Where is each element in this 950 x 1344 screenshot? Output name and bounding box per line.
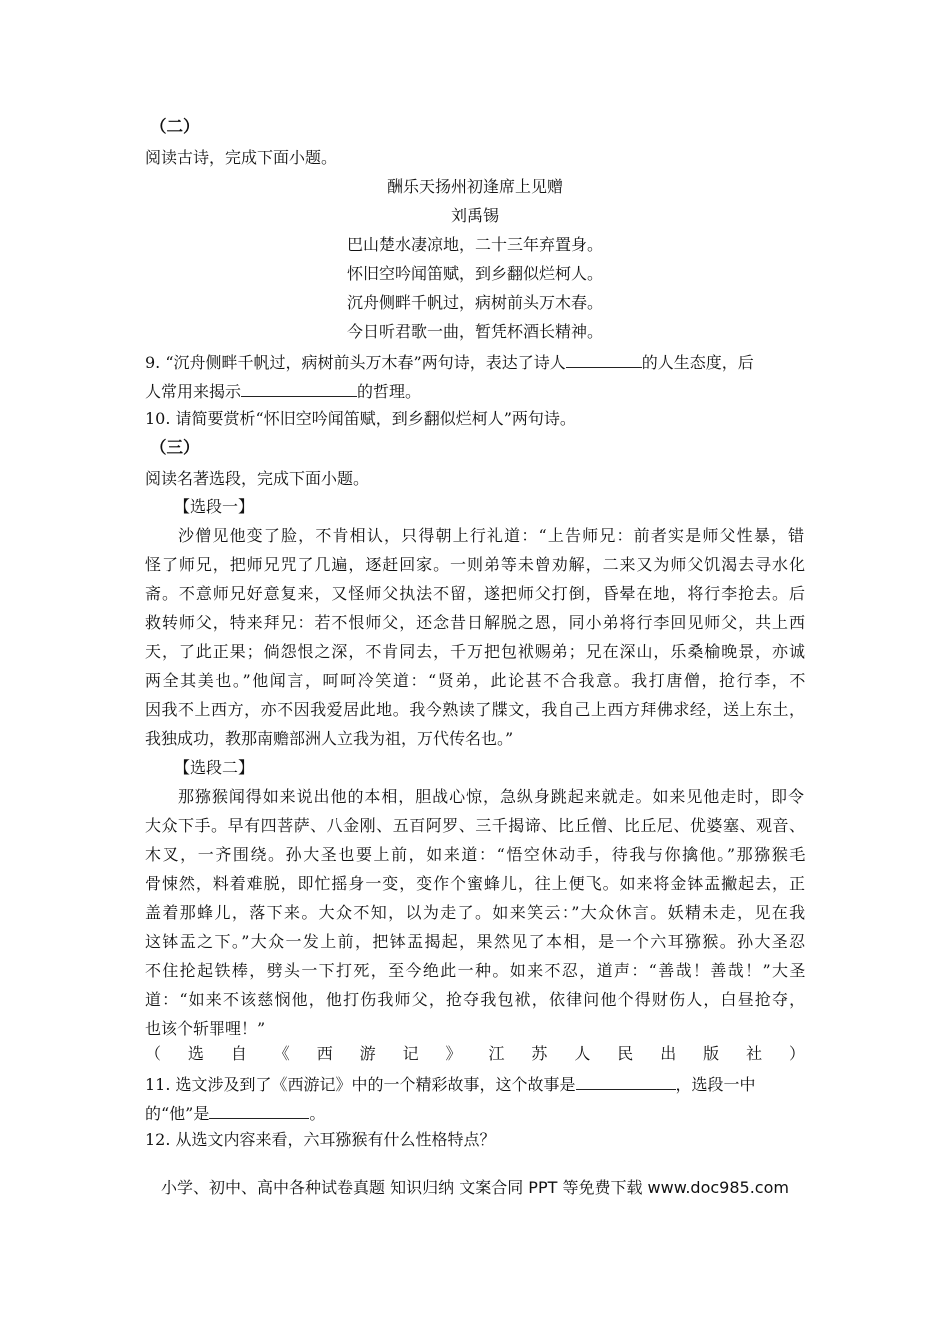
excerpt-1-line: 沙僧见他变了脸，不肯相认，只得朝上行礼道：“上告师兄：前者实是师父性暴，错 bbox=[178, 526, 806, 545]
excerpt-1-line: 我独成功，教那南赡部洲人立我为祖，万代传名也。” bbox=[145, 729, 514, 748]
question-9-text: 的哲理。 bbox=[357, 382, 422, 401]
question-9 bbox=[145, 351, 754, 373]
question-11-text: 的“他”是 bbox=[145, 1104, 210, 1123]
excerpt-2-label: 【选段二】 bbox=[174, 758, 255, 777]
section-instruction-2: 阅读古诗，完成下面小题。 bbox=[145, 148, 338, 167]
answer-blank-9b[interactable] bbox=[241, 380, 357, 397]
excerpt-2-line: 盖着那蜂儿，落下来。大众不知，以为走了。如来笑云：”大众休言。妖精未走，见在我 bbox=[145, 903, 807, 922]
question-11-cont bbox=[145, 1102, 325, 1124]
excerpt-1-line: 因我不上西方，亦不因我爱居此地。我今熟读了牒文，我自己上西方拜佛求经，送上东土， bbox=[145, 700, 806, 719]
poem-title: 酬乐天扬州初逢席上见赠 bbox=[386, 177, 563, 196]
excerpt-2-line: 不住抡起铁棒，劈头一下打死，至今绝此一种。如来不忍，道声：“善哉！善哉！”大圣 bbox=[145, 961, 807, 980]
poem-line: 巴山楚水凄凉地，二十三年弃置身。 bbox=[346, 235, 603, 254]
excerpt-2-line: 道：“如来不该慈悯他，他打伤我师父，抢夺我包袱，依律问他个得财伤人，白昼抢夺， bbox=[145, 990, 807, 1009]
answer-blank-11b[interactable] bbox=[209, 1102, 309, 1119]
section-heading-3: （三） bbox=[150, 438, 200, 457]
excerpt-2-line: 也该个斩罪哩！” bbox=[145, 1019, 266, 1038]
question-10: 10. 请简要赏析“怀旧空吟闻笛赋，到乡翻似烂柯人”两句诗。 bbox=[145, 409, 576, 428]
question-9-cont bbox=[145, 380, 421, 402]
poem-author: 刘禹锡 bbox=[450, 206, 499, 225]
answer-blank-11a[interactable] bbox=[576, 1073, 676, 1090]
question-12: 12. 从选文内容来看，六耳猕猴有什么性格特点？ bbox=[145, 1130, 496, 1149]
excerpt-1-line: 斋。不意师兄好意复来，又怪师父执法不留，遂把师父打倒，昏晕在地，将行李抢去。后 bbox=[145, 584, 806, 603]
section-heading-2: （二） bbox=[150, 117, 200, 136]
question-11-text: ，选段一中 bbox=[675, 1075, 756, 1094]
source-citation: （选自《西游记》江苏人民出版社） bbox=[145, 1044, 832, 1063]
excerpt-2-line: 这钵盂之下。”大众一发上前，把钵盂揭起，果然见了本相，是一个六耳猕猴。孙大圣忍 bbox=[145, 932, 807, 951]
excerpt-2-line: 那猕猴闻得如来说出他的本相，胆战心惊，急纵身跳起来就走。如来见他走时，即令 bbox=[178, 787, 805, 806]
poem-line: 怀旧空吟闻笛赋，到乡翻似烂柯人。 bbox=[346, 264, 603, 283]
excerpt-2-line: 骨悚然，料着难脱，即忙摇身一变，变作个蜜蜂儿，往上便飞。如来将金钵盂撇起去，正 bbox=[145, 874, 806, 893]
excerpt-1-label: 【选段一】 bbox=[174, 497, 255, 516]
poem-line: 沉舟侧畔千帆过，病树前头万木春。 bbox=[346, 293, 603, 312]
question-9-text: 9. “沉舟侧畔千帆过，病树前头万木春”两句诗，表达了诗人 bbox=[145, 353, 566, 372]
excerpt-1-line: 怪了师兄，把师兄咒了几遍，逐赶回家。一则弟等未曾劝解，二来又为师父饥渴去寻水化 bbox=[145, 555, 806, 574]
answer-blank-9a[interactable] bbox=[566, 351, 642, 368]
excerpt-1-line: 救转师父，特来拜兄：若不恨师父，还念昔日解脱之恩，同小弟将行李回见师父，共上西 bbox=[145, 613, 806, 632]
excerpt-1-line: 两全其美也。”他闻言，呵呵冷笑道：“贤弟，此论甚不合我意。我打唐僧，抢行李，不 bbox=[145, 671, 807, 690]
question-11 bbox=[145, 1073, 756, 1095]
question-11-text: 。 bbox=[309, 1104, 326, 1123]
question-9-text: 人常用来揭示 bbox=[145, 382, 242, 401]
excerpt-2-line: 木叉，一齐围绕。孙大圣也要上前，如来道：“悟空休动手，待我与你擒他。”那猕猴毛 bbox=[145, 845, 807, 864]
footer-download-banner: 小学、初中、高中各种试卷真题 知识归纳 文案合同 PPT 等免费下载 www.doc985.com bbox=[161, 1178, 789, 1197]
question-9-text: 的人生态度，后 bbox=[641, 353, 754, 372]
excerpt-1-line: 天，了此正果；倘怨恨之深，不肯同去，千万把包袱赐弟；兄在深山，乐桑榆晚景，亦诚 bbox=[145, 642, 806, 661]
question-11-text: 11. 选文涉及到了《西游记》中的一个精彩故事，这个故事是 bbox=[145, 1075, 576, 1094]
excerpt-2-line: 大众下手。早有四菩萨、八金刚、五百阿罗、三千揭谛、比丘僧、比丘尼、优婆塞、观音、 bbox=[145, 816, 806, 835]
section-instruction-3: 阅读名著选段，完成下面小题。 bbox=[145, 469, 370, 488]
poem-line: 今日听君歌一曲，暂凭杯酒长精神。 bbox=[346, 322, 603, 341]
